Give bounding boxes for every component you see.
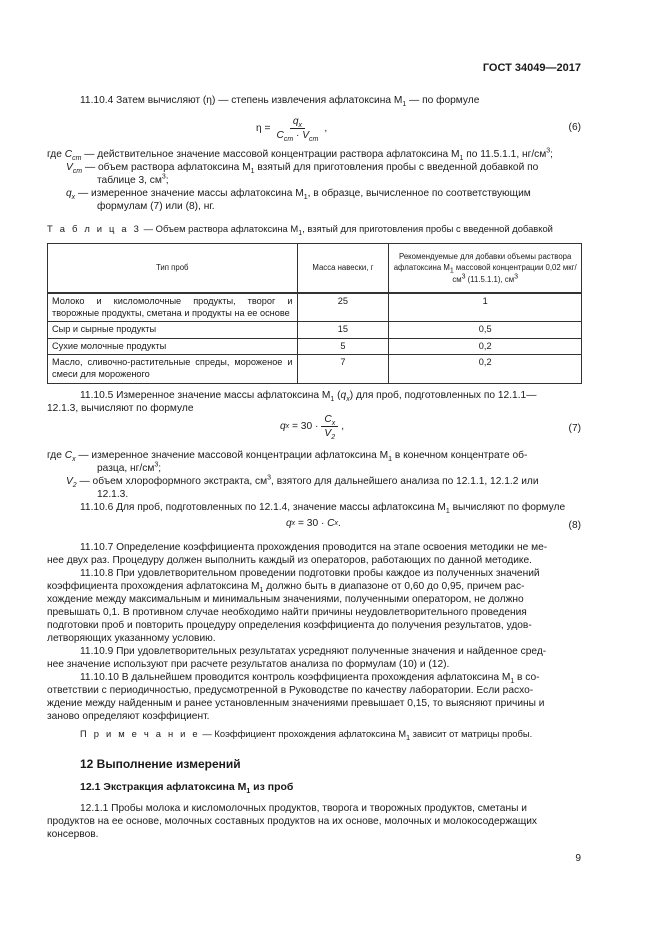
paragraph-11-10-7-line-1: 11.10.7 Определение коэффициента прохождения проводится на этапе освоения методики не ме- — [80, 542, 548, 553]
paragraph-11-10-8-line-3: хождение между максимальным и минимальным значениями, полученными оператором, не должно — [47, 594, 524, 605]
table-3-col-volume: Рекомендуемые для добавки объемы раствора афлатоксина $М_1$ массовой концентрации 0,02 мкг/$см^3$ (11.5.1.1), $см^3$ — [389, 244, 582, 294]
where-6-line-5: формулам (7) или (8), нг. — [97, 201, 215, 212]
where-7-line-2: разца, $нг/см^3$; — [97, 461, 162, 474]
where-7-line-1: где $C_x$ — измеренное значение массовой концентрации афлатоксина $М_1$ в конечном концентрате об- — [47, 450, 528, 464]
paragraph-11-10-4: 11.10.4 Затем вычисляют (η) — степень извлечения афлатоксина $М_1$ — по формуле — [80, 95, 480, 109]
paragraph-11-10-10-line-3: ждение между найденным и ранее установленным значениями превышает 0,15, то выясняют причины и — [47, 698, 545, 709]
formula-8-number: (8) — [568, 520, 581, 531]
paragraph-11-10-5-line-2: 12.1.3, вычисляют по формуле — [47, 403, 194, 414]
table-3-caption: Т а б л и ц а 3 — Объем раствора афлатоксина $М_1$, взятый для приготовления пробы с введенной добавкой — [47, 223, 553, 237]
paragraph-11-10-9-line-2: нее значение используют при расчете результатов анализа по формулам (10) и (12). — [47, 659, 450, 670]
where-6-line-2: $V_{cm}$ — объем раствора афлатоксина $М_1$ взятый для приготовления пробы с введенной добавкой по — [66, 162, 539, 176]
where-6-line-1: где $C_{cm}$ — действительное значение массовой концентрации раствора афлатоксина $М_1$ по 11.5.1.1, $нг/см^3$; — [47, 147, 554, 163]
paragraph-11-10-8-line-1: 11.10.8 При удовлетворительном проведении подготовки пробы каждое из полученных значений — [80, 568, 540, 579]
section-12-1-heading: 12.1 Экстракция афлатоксина $М_1$ из проб — [80, 781, 294, 796]
paragraph-11-10-10-line-2: ответствии с периодичностью, предусмотренной в Руководстве по качеству лаборатории. Если расхо- — [47, 685, 534, 696]
table-3-col-type: Тип проб — [48, 244, 298, 294]
page-number: 9 — [575, 853, 581, 864]
paragraph-11-10-8-line-6: летворяющих указанному условию. — [47, 633, 216, 644]
where-7-line-3: $V_2$ — объем хлороформного экстракта, $см^3$, взятого для дальнейшего анализа по 12.1.1, 12.1.2 или — [66, 474, 539, 490]
paragraph-11-10-9-line-1: 11.10.9 При удовлетворительных результатах усредняют полученные значения и найденное сред- — [80, 646, 547, 657]
paragraph-12-1-1-line-1: 12.1.1 Пробы молока и кисломолочных продуктов, творога и творожных продуктов, сметаны и — [80, 803, 527, 814]
formula-8: q x = 30 · C x . — [286, 518, 341, 529]
where-7-line-4: 12.1.3. — [97, 489, 129, 500]
paragraph-12-1-1-line-3: консервов. — [47, 829, 99, 840]
paragraph-11-10-7-line-2: нее двух раз. Процедуру должен выполнить каждый из операторов, работающих по данной методике. — [47, 555, 532, 566]
table-3 — [47, 243, 582, 384]
table-row: Молоко и кисломолочные продукты, творог и творожные продукты, сметана и продукты на ее основе 25 1 — [48, 293, 582, 322]
formula-6-fraction: $\frac{q_x}{C_{cm} \cdot V_{cm}}$ — [276, 116, 319, 144]
formula-7-fraction: $\frac{C_x}{V_2}$ — [321, 414, 338, 439]
table-row: Сухие молочные продукты 5 0,2 — [48, 338, 582, 355]
table-row: Сыр и сырные продукты 15 0,5 — [48, 322, 582, 339]
paragraph-11-10-5-line-1: 11.10.5 Измеренное значение массы афлатоксина $М_1$ $(q_x)$ для проб, подготовленных по 12.1.1— — [80, 390, 537, 404]
formula-7: q x = 30 · $\frac{C_x}{V_2}$ , — [280, 414, 345, 442]
table-3-header-row — [48, 244, 582, 294]
where-6-line-3: таблице 3, $см^3$; — [97, 173, 169, 186]
document-code: ГОСТ 34049—2017 — [482, 62, 581, 74]
paragraph-11-10-10-line-4: заново определяют коэффициент. — [47, 711, 210, 722]
where-6-line-4: $q_x$ — измеренное значение массы афлатоксина $М_1$, в образце, вычисленное по соответствующим — [66, 188, 531, 202]
paragraph-11-10-10-line-1: 11.10.10 В дальнейшем проводится контроль коэффициента прохождения афлатоксина $М_1$ в со- — [80, 672, 540, 686]
formula-7-number: (7) — [568, 423, 581, 434]
table-row: Масло, сливочно-растительные спреды, мороженое и смеси для мороженого 7 0,2 — [48, 355, 582, 383]
table-3-col-mass: Масса навески, г — [297, 244, 389, 294]
note: П р и м е ч а н и е — Коэффициент прохождения афлатоксина $М_1$ зависит от матрицы пробы. — [80, 728, 533, 742]
formula-6-number: (6) — [568, 122, 581, 133]
paragraph-11-10-6: 11.10.6 Для проб, подготовленных по 12.1.4, значение массы афлатоксина $М_1$ вычисляют по формуле — [80, 502, 566, 516]
section-12-heading: 12 Выполнение измерений — [80, 757, 241, 771]
paragraph-11-10-8-line-4: превышать 0,1. В противном случае необходимо найти причины неудовлетворительного проведения — [47, 607, 527, 618]
paragraph-12-1-1-line-2: продуктов на ее основе, молочных составных продуктов на их основе, молочных и молокосодержащих — [47, 816, 537, 827]
formula-6: η = $\frac{q_x}{C_{cm} \cdot V_{cm}}$ , — [256, 116, 328, 144]
paragraph-11-10-8-line-2: коэффициента прохождения афлатоксина $М_1$ должно быть в диапазоне от 0,60 до 0,95, причем рас- — [47, 581, 525, 595]
paragraph-11-10-8-line-5: подготовки проб и повторить процедуру определения коэффициента до получения результатов, удов- — [47, 620, 532, 631]
